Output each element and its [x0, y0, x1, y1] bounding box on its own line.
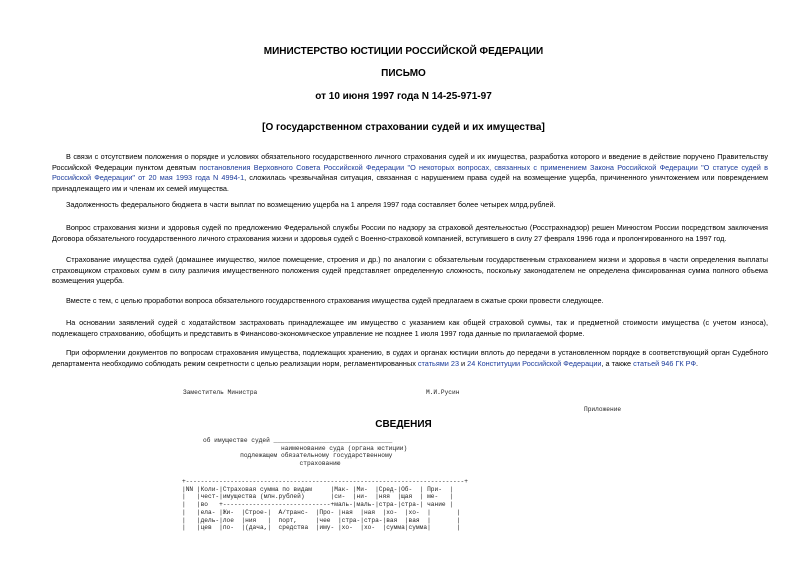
- paragraph-1-text: В связи с отсутствием положения о порядке и условиях обязательного государственного личного страхования судей и их имущества, разработка которого и введение в действие поручено Правительству Российской Федерации пунктом девятым: [52, 152, 768, 172]
- paragraph-7-and: и: [459, 358, 468, 368]
- signature-name: М.И.Русин: [426, 389, 460, 396]
- paragraph-5: Вместе с тем, с целью проработки вопроса обязательного государственного страхования имущества судей предлагаем в сжатые сроки провести следующее.: [66, 296, 604, 305]
- appendix-label: Приложение: [584, 406, 622, 413]
- link-postanovlenie[interactable]: постановления: [199, 162, 251, 172]
- paragraph-4: Страхование имущества судей (домашнее имущество, жилое помещение, строения и др.) по аналогии с обязательным государственным страхованием жизни и здоровья в части определения выплаты страховщиком страховых сумм в силу различия имущественного положения судей представляет определенную сложность, поскольку законодателем не определена фиксированная сумма полного объема возмещения ущерба.: [52, 255, 768, 285]
- form-title: СВЕДЕНИЯ: [375, 419, 432, 430]
- paragraph-7-text: При оформлении документов по вопросам страхования имущества, подлежащих хранению, в судах и органах юстиции вплоть до передачи в установленном порядке в соответствующий орган Судебного департамента необходимо соблюдать режим секретности с целью реализации норм, регламентированных: [52, 348, 768, 368]
- paragraph-7-period: .: [696, 358, 699, 368]
- document-type: ПИСЬМО: [381, 68, 426, 79]
- paragraph-7: [52, 348, 768, 369]
- paragraph-6: На основании заявлений судей с ходатайством застраховать принадлежащее им имущество с указанием как общей страховой суммы, так и предметной стоимости имущества (с учетом износа), подлежащего страхованию, обобщить и представить в Финансово-экономическое управление не позднее 1 июля 1997 года данные по прилагаемой форме.: [52, 318, 768, 338]
- paragraph-1-text-end: , сложилась чрезвычайная ситуация, связанная с нарушением права судей на возмещение ущерба, причиненного уничтожением или повреждением принадлежащего им и членам их семей имущества.: [52, 173, 768, 193]
- paragraph-2: Задолженность федерального бюджета в части выплат по возмещению ущерба на 1 апреля 1997 года составляет более четырех млрд.рублей.: [66, 200, 556, 209]
- paragraph-7-also: , а также: [601, 358, 634, 368]
- document-date-number: от 10 июня 1997 года N 14-25-971-97: [315, 91, 492, 102]
- paragraph-1: [52, 152, 768, 194]
- link-article-23[interactable]: статьями 23: [417, 358, 460, 368]
- form-caption: об имуществе судей ________________________________ наименование суда (органа юстиции) подлежащем обязательному государственному страхованию: [203, 437, 408, 468]
- insurance-table: +---------------------------------------------------------------------------+ |NN |Коли-|Страховая сумма по видам |Мак- |Ми- |Сред-|Об- | При- | | |чест-|имущества (млн.рублей) |си- |ни- |няя |щая | ме- | | |во +-----------------------------+маль-|маль-|стра-|стра-| чание | | |ела- |Жи- |Строе-| А/транс- |Про- |ная |ная |хо- |хо- | | | |дель-|лое |ния | порт, |чее |стра-|стра-|вая |вая | | | |цев |по- |(дача,| средства |иму- |хо- |хо- |сумма|сумма| |: [182, 478, 468, 532]
- signature-position: Заместитель Министра: [183, 389, 258, 396]
- document-subject: [О государственном страховании судей и их имущества]: [262, 122, 545, 133]
- link-supreme-council-resolution[interactable]: Верховного Совета Российской Федерации "О некоторых вопросах, связанных с применением Закона Российской Федерации "О статусе судей в Российской Федерации" от 20 мая 1993 года N 4994-1: [52, 162, 768, 182]
- link-article-946-civil-code[interactable]: статьей 946 ГК РФ: [633, 358, 696, 368]
- ministry-heading: МИНИСТЕРСТВО ЮСТИЦИИ РОССИЙСКОЙ ФЕДЕРАЦИИ: [263, 46, 544, 57]
- paragraph-3: Вопрос страхования жизни и здоровья судей по предложению Федеральной службы России по надзору за страховой деятельностью (Росстрахнадзор) решен Минюстом России посредством заключения Договора обязательного государственного личного страхования жизни и здоровья судей с Военно-страховой компанией, вступившего в силу 27 февраля 1996 года и пролонгированного на 1997 год.: [52, 223, 768, 243]
- link-article-24-constitution[interactable]: 24 Конституции Российской Федерации: [467, 358, 602, 368]
